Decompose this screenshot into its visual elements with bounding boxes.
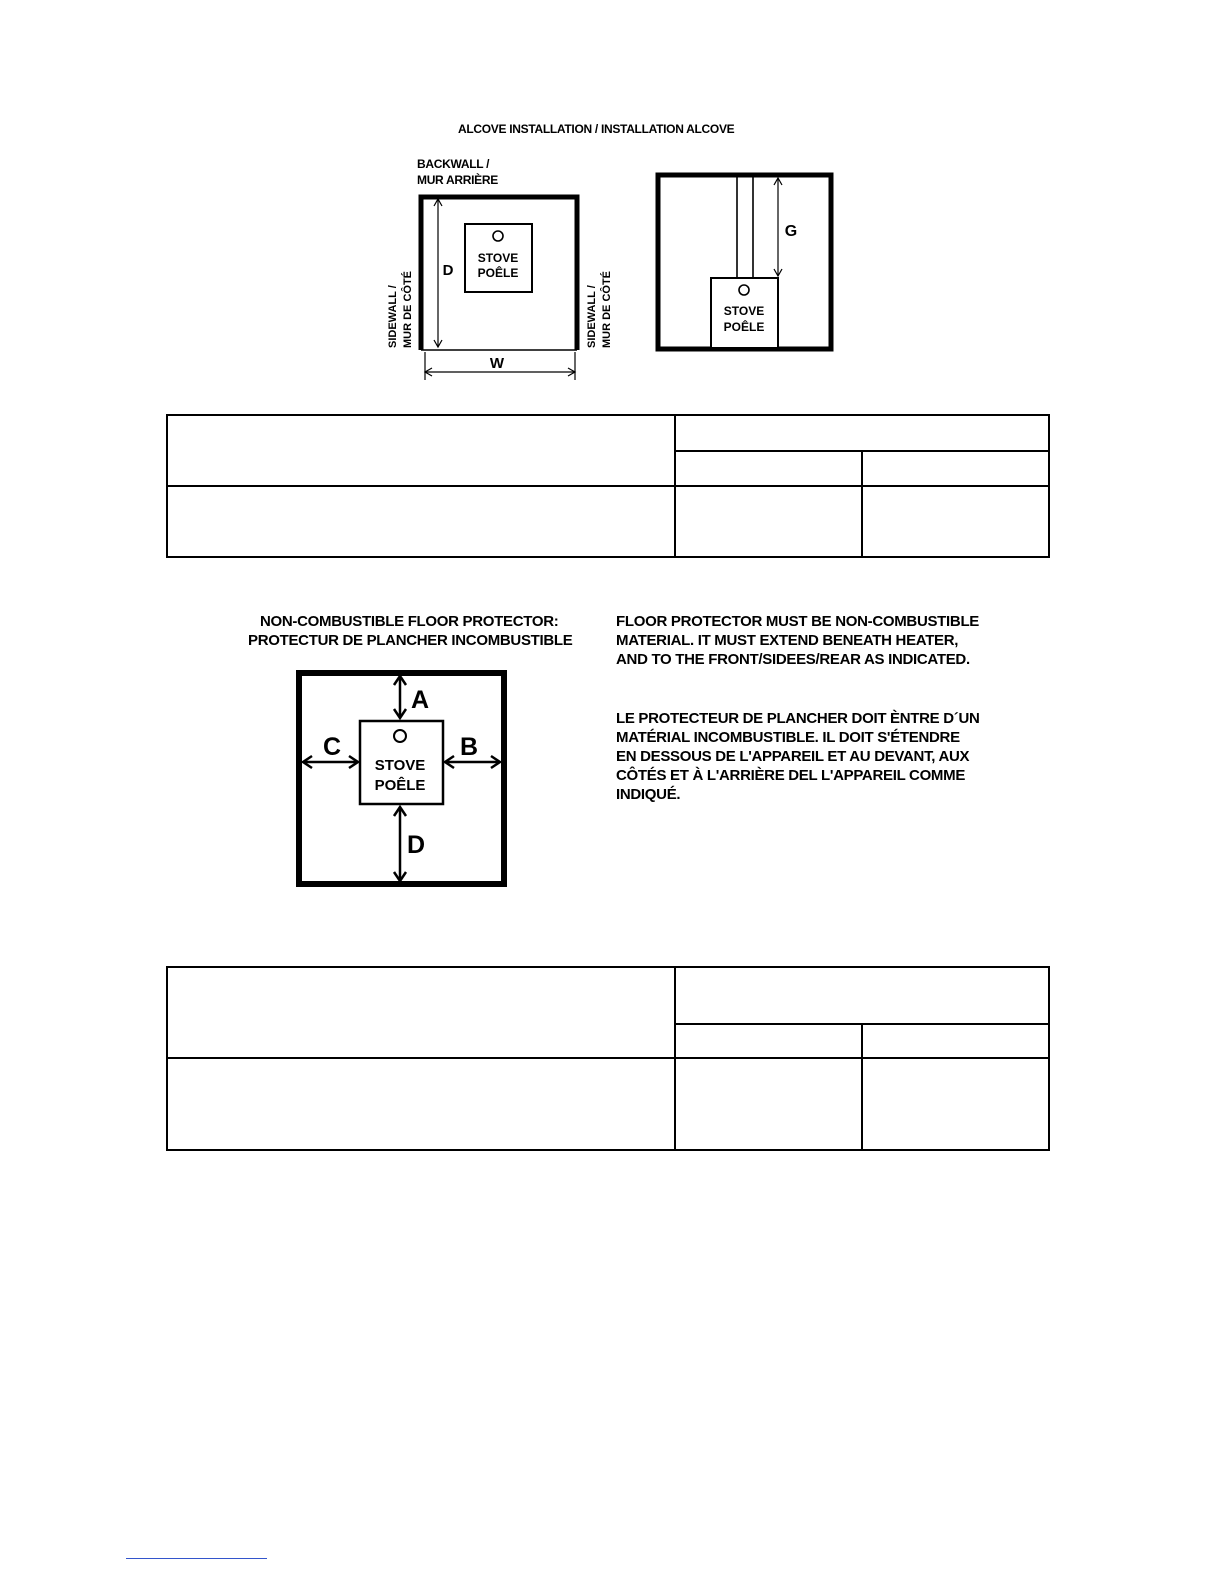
table2-header-group (675, 967, 1049, 1024)
floor-protector-diagram (292, 666, 512, 892)
table1-subheader-1 (675, 451, 862, 486)
table2-row-label (167, 1058, 675, 1150)
dim-a-label: A (410, 686, 430, 714)
floor-protector-text-fr: LE PROTECTEUR DE PLANCHER DOIT ÈNTRE D´UN MATÉRIAL INCOMBUSTIBLE. IL DOIT S'ÉTENDRE EN DESSOUS DE L'APPAREIL ET AU DEVANT, AUX CÔTÉS ET À L'ARRIÈRE DEL L'APPAREIL COMME INDIQUÉ. (616, 710, 980, 803)
table1-row-value-2 (862, 486, 1049, 557)
floor-stove-fr: POÊLE (374, 777, 426, 794)
floor-protector-heading-en: NON-COMBUSTIBLE FLOOR PROTECTOR: (260, 613, 559, 630)
dim-g-label: G (784, 223, 798, 240)
table2-subheader-2 (862, 1024, 1049, 1058)
floor-protector-heading-fr: PROTECTUR DE PLANCHER INCOMBUSTIBLE (248, 632, 573, 649)
backwall-label-line2: MUR ARRIÈRE (417, 173, 498, 187)
table1-row-label (167, 486, 675, 557)
floor-protector-table (166, 966, 1050, 1151)
dim-c-label: C (322, 733, 342, 761)
dim-d-fp-label: D (406, 831, 426, 859)
footnote-separator (126, 1558, 267, 1559)
table2-row-value-1 (675, 1058, 862, 1150)
floor-stove-en: STOVE (374, 757, 426, 774)
sidewall-right-label2: MUR DE CÔTÉ (601, 271, 613, 348)
dim-w-label: W (489, 355, 505, 372)
sidewall-left-label2: MUR DE CÔTÉ (402, 271, 414, 348)
table2-row-value-2 (862, 1058, 1049, 1150)
table2-header-label (167, 967, 675, 1058)
dim-d-label: D (442, 262, 454, 279)
sidewall-left-label1: SIDEWALL / (387, 285, 399, 348)
elevation-stove-en: STOVE (723, 304, 765, 318)
sidewall-right-label1: SIDEWALL / (586, 285, 598, 348)
alcove-stove-fr: POÊLE (477, 266, 519, 280)
alcove-clearance-table (166, 414, 1050, 558)
alcove-stove-en: STOVE (477, 251, 519, 265)
table1-header-group (675, 415, 1049, 451)
backwall-label-line1: BACKWALL / (417, 157, 490, 171)
alcove-title: ALCOVE INSTALLATION / INSTALLATION ALCOVE (458, 122, 735, 136)
table1-subheader-2 (862, 451, 1049, 486)
table1-row-value-1 (675, 486, 862, 557)
table2-subheader-1 (675, 1024, 862, 1058)
table1-header-label (167, 415, 675, 486)
alcove-elevation-diagram (650, 168, 840, 358)
floor-protector-text-en: FLOOR PROTECTOR MUST BE NON-COMBUSTIBLE MATERIAL. IT MUST EXTEND BENEATH HEATER, AND TO THE FRONT/SIDEES/REAR AS INDICATED. (616, 613, 980, 668)
alcove-plan-diagram (380, 185, 620, 385)
elevation-stove-fr: POÊLE (723, 320, 765, 334)
dim-b-label: B (459, 733, 479, 761)
